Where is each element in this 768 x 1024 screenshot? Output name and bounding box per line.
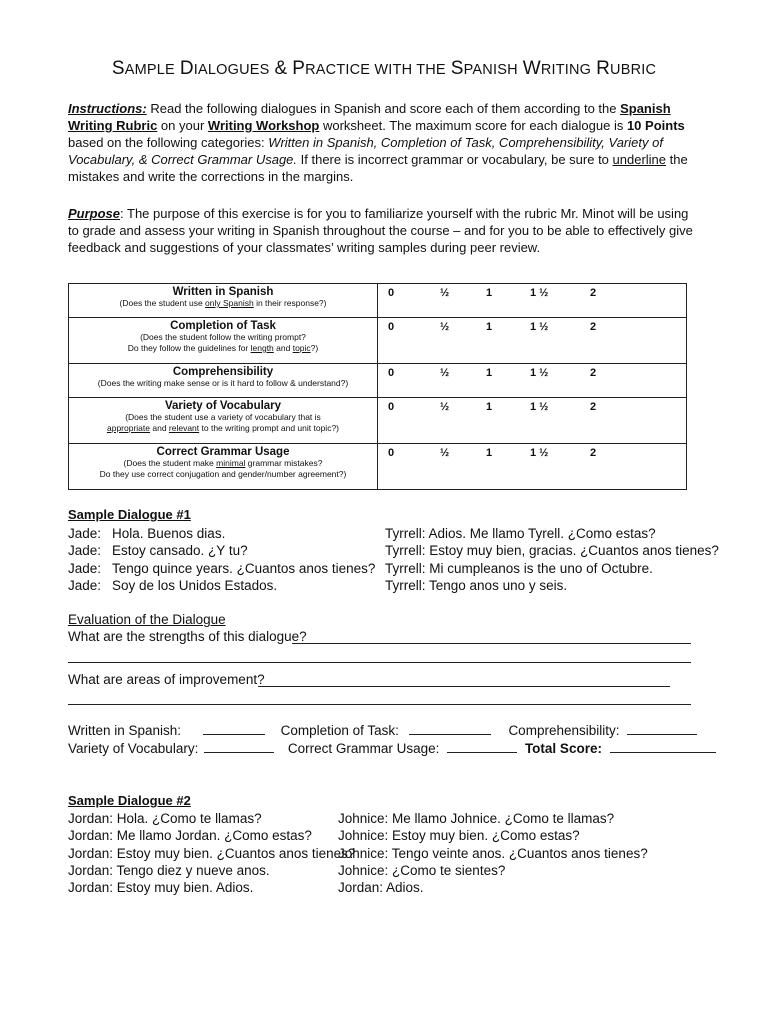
purpose-label: Purpose <box>68 206 121 221</box>
comprehensibility-score-blank[interactable] <box>627 722 697 735</box>
dialogue-line: Jordan: Me llamo Jordan. ¿Como estas? <box>68 828 312 843</box>
dialogue-2-heading: Sample Dialogue #2 <box>68 793 191 808</box>
score-line-2: Variety of Vocabulary: Correct Grammar Usage: Total Score: <box>68 740 716 756</box>
dialogue-line: Johnice: ¿Como te sientes? <box>338 863 506 878</box>
written-score-blank[interactable] <box>203 722 265 735</box>
score-option: 2 <box>590 321 597 333</box>
score-option: 0 <box>388 447 395 459</box>
score-option: 1 <box>486 367 493 379</box>
score-option: ½ <box>440 367 450 379</box>
score-option: 0 <box>388 321 395 333</box>
score-option: 2 <box>590 447 597 459</box>
dialogue-line: Jade: Hola. Buenos dias. <box>68 526 226 541</box>
score-option: 1 ½ <box>530 287 549 299</box>
score-option: 1 <box>486 447 493 459</box>
instructions-label: Instructions: <box>68 101 147 116</box>
variety-score-blank[interactable] <box>204 740 274 753</box>
total-score-blank[interactable] <box>610 740 716 753</box>
answer-line[interactable] <box>292 643 691 644</box>
rubric-table <box>68 283 687 490</box>
score-option: 0 <box>388 287 395 299</box>
score-line-1: Written in Spanish: Completion of Task: Comprehensibility: <box>68 722 697 738</box>
strengths-question: What are the strengths of this dialogue? <box>68 629 307 644</box>
score-option: 2 <box>590 367 597 379</box>
dialogue-line: Jade: Soy de los Unidos Estados. <box>68 578 278 593</box>
score-option: 1 <box>486 287 493 299</box>
score-option: 0 <box>388 401 395 413</box>
score-option: 1 ½ <box>530 447 549 459</box>
answer-line[interactable] <box>68 704 691 705</box>
answer-line[interactable] <box>258 686 670 687</box>
dialogue-line: Johnice: Tengo veinte anos. ¿Cuantos anos tienes? <box>338 846 648 861</box>
dialogue-line: Johnice: Estoy muy bien. ¿Como estas? <box>338 828 580 843</box>
rubric-row: Completion of Task (Does the student follow the writing prompt? Do they follow the guidelines for length and topic?) 0 ½ 1 1 ½ 2 <box>69 318 687 364</box>
score-option: ½ <box>440 401 450 413</box>
dialogue-1-heading: Sample Dialogue #1 <box>68 507 191 522</box>
completion-score-blank[interactable] <box>409 722 491 735</box>
dialogue-line: Tyrrell: Tengo anos uno y seis. <box>385 578 568 593</box>
score-option: 1 <box>486 401 493 413</box>
dialogue-line: Tyrrell: Estoy muy bien, gracias. ¿Cuantos anos tienes? <box>385 543 719 558</box>
score-option: 0 <box>388 367 395 379</box>
dialogue-line: Jordan: Tengo diez y nueve anos. <box>68 863 270 878</box>
dialogue-line: Jade: Tengo quince years. ¿Cuantos anos tienes? <box>68 561 376 576</box>
score-option: ½ <box>440 287 450 299</box>
purpose-paragraph: Purpose: The purpose of this exercise is for you to familiarize yourself with the rubric Mr. Minot will be using to grade and assess your writing in Spanish throughout the course – and for you to be able to effectively give feedback and suggestions of your classmates’ writing samples during peer review. <box>68 206 693 255</box>
page-title: SAMPLE DIALOGUES & PRACTICE WITH THE SPANISH WRITING RUBRIC <box>111 58 657 79</box>
dialogue-line: Jordan: Estoy muy bien. Adios. <box>68 880 254 895</box>
rubric-row: Comprehensibility (Does the writing make sense or is it hard to follow & understand?) 0 ½ 1 1 ½ 2 <box>69 364 687 398</box>
score-option: 2 <box>590 401 597 413</box>
score-option: 1 ½ <box>530 321 549 333</box>
score-option: 1 <box>486 321 493 333</box>
score-option: 1 ½ <box>530 401 549 413</box>
dialogue-line: Jordan: Hola. ¿Como te llamas? <box>68 811 262 826</box>
rubric-row: Correct Grammar Usage (Does the student make minimal grammar mistakes? Do they use correct conjugation and gender/number agreement?) 0 ½ 1 1 ½ 2 <box>69 444 687 490</box>
dialogue-line: Tyrrell: Mi cumpleanos is the uno of Octubre. <box>385 561 653 576</box>
rubric-row: Written in Spanish (Does the student use only Spanish in their response?) 0 ½ 1 1 ½ 2 <box>69 284 687 318</box>
instructions-paragraph: Instructions: Read the following dialogues in Spanish and score each of them according to the Spanish Writing Rubric on your Writing Workshop worksheet. The maximum score for each dialogue is 10 Points based on the following categories: Written in Spanish, Completion of Task, Comprehensibility, Variety of Vocabulary, & Correct Grammar Usage. If there is incorrect grammar or vocabulary, be sure to underline the mistakes and write the corrections in the margins. <box>68 101 688 184</box>
dialogue-line: Tyrrell: Adios. Me llamo Tyrell. ¿Como estas? <box>385 526 656 541</box>
score-option: 1 ½ <box>530 367 549 379</box>
dialogue-line: Jordan: Estoy muy bien. ¿Cuantos anos tienes? <box>68 846 356 861</box>
dialogue-line: Johnice: Me llamo Johnice. ¿Como te llamas? <box>338 811 615 826</box>
rubric-row: Variety of Vocabulary (Does the student use a variety of vocabulary that is appropriate and relevant to the writing prompt and unit topic?) 0 ½ 1 1 ½ 2 <box>69 398 687 444</box>
dialogue-line: Jade: Estoy cansado. ¿Y tu? <box>68 543 248 558</box>
dialogue-line: Jordan: Adios. <box>338 880 424 895</box>
score-option: ½ <box>440 447 450 459</box>
score-option: 2 <box>590 287 597 299</box>
score-option: ½ <box>440 321 450 333</box>
improvement-question: What are areas of improvement? <box>68 672 265 687</box>
grammar-score-blank[interactable] <box>447 740 517 753</box>
evaluation-heading: Evaluation of the Dialogue <box>68 612 226 627</box>
answer-line[interactable] <box>68 662 691 663</box>
